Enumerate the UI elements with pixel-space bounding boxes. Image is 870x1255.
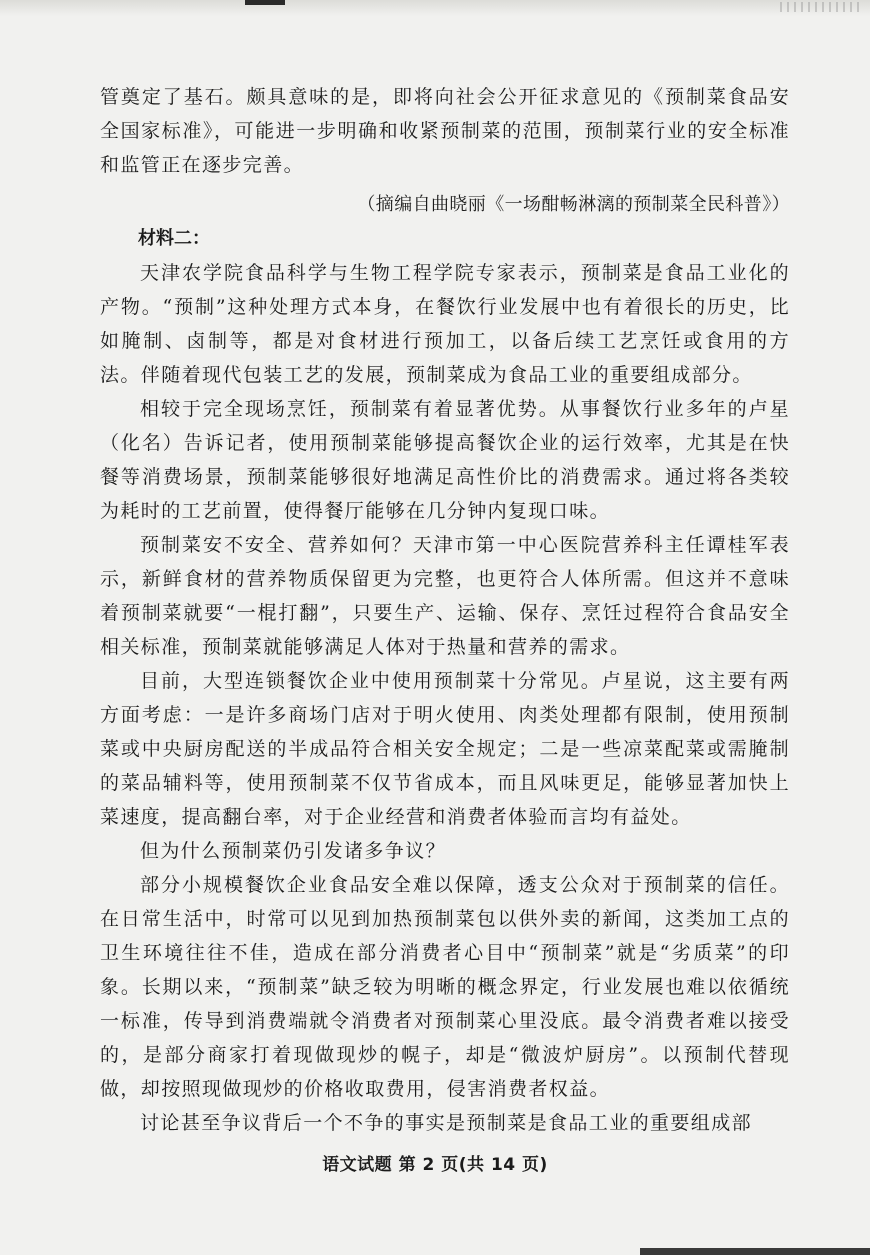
paragraph-3: 预制菜安不安全、营养如何？天津市第一中心医院营养科主任谭桂军表示，新鲜食材的营养物质保留更为完整，也更符合人体所需。但这并不意味着预制菜就要“一棍打翻”，只要生产、运输、保存、烹饪过程符合食品安全相关标准，预制菜就能够满足人体对于热量和营养的需求。 [100, 534, 790, 658]
paragraph-5-question: 但为什么预制菜仍引发诸多争议？ [140, 840, 447, 862]
paragraph-7-partial: 讨论甚至争议背后一个不争的事实是预制菜是食品工业的重要组成部 [140, 1112, 753, 1134]
exam-page-body [100, 80, 790, 1140]
paragraph-1: 天津农学院食品科学与生物工程学院专家表示，预制菜是食品工业化的产物。“预制”这种处理方式本身，在餐饮行业发展中也有着很长的历史，比如腌制、卤制等，都是对食材进行预加工，以备后续工艺烹饪或食用的方法。伴随着现代包装工艺的发展，预制菜成为食品工业的重要组成部分。 [100, 262, 790, 386]
page-footer: 语文试题 第 2 页(共 14 页) [322, 1155, 548, 1175]
scan-edge-bottom [640, 1248, 870, 1255]
continuation-paragraph: 管奠定了基石。颇具意味的是，即将向社会公开征求意见的《预制菜食品安全国家标准》，可能进一步明确和收紧预制菜的范围，预制菜行业的安全标准和监管正在逐步完善。 [100, 86, 790, 176]
paragraph-4: 目前，大型连锁餐饮企业中使用预制菜十分常见。卢星说，这主要有两方面考虑：一是许多商场门店对于明火使用、肉类处理都有限制，使用预制菜或中央厨房配送的半成品符合相关安全规定；二是一些凉菜配菜或需腌制的菜品辅料等，使用预制菜不仅节省成本，而且风味更足，能够显著加快上菜速度，提高翻台率，对于企业经营和消费者体验而言均有益处。 [100, 670, 790, 828]
source-citation: （摘编自曲晓丽《一场酣畅淋漓的预制菜全民科普》） [357, 194, 790, 215]
scan-edge-top [0, 0, 870, 16]
paragraph-2: 相较于完全现场烹饪，预制菜有着显著优势。从事餐饮行业多年的卢星（化名）告诉记者，使用预制菜能够提高餐饮企业的运行效率，尤其是在快餐等消费场景，预制菜能够很好地满足高性价比的消费需求。通过将各类较为耗时的工艺前置，使得餐厅能够在几分钟内复现口味。 [100, 398, 790, 522]
scan-speckle [780, 2, 860, 12]
scan-mark [245, 0, 285, 5]
paragraph-6: 部分小规模餐饮企业食品安全难以保障，透支公众对于预制菜的信任。在日常生活中，时常可以见到加热预制菜包以供外卖的新闻，这类加工点的卫生环境往往不佳，造成在部分消费者心目中“预制菜”就是“劣质菜”的印象。长期以来，“预制菜”缺乏较为明晰的概念界定，行业发展也难以依循统一标准，传导到消费端就令消费者对预制菜心里没底。最令消费者难以接受的，是部分商家打着现做现炒的幌子，却是“微波炉厨房”。以预制代替现做，却按照现做现炒的价格收取费用，侵害消费者权益。 [100, 874, 790, 1100]
section-label-material-two: 材料二： [138, 228, 210, 249]
